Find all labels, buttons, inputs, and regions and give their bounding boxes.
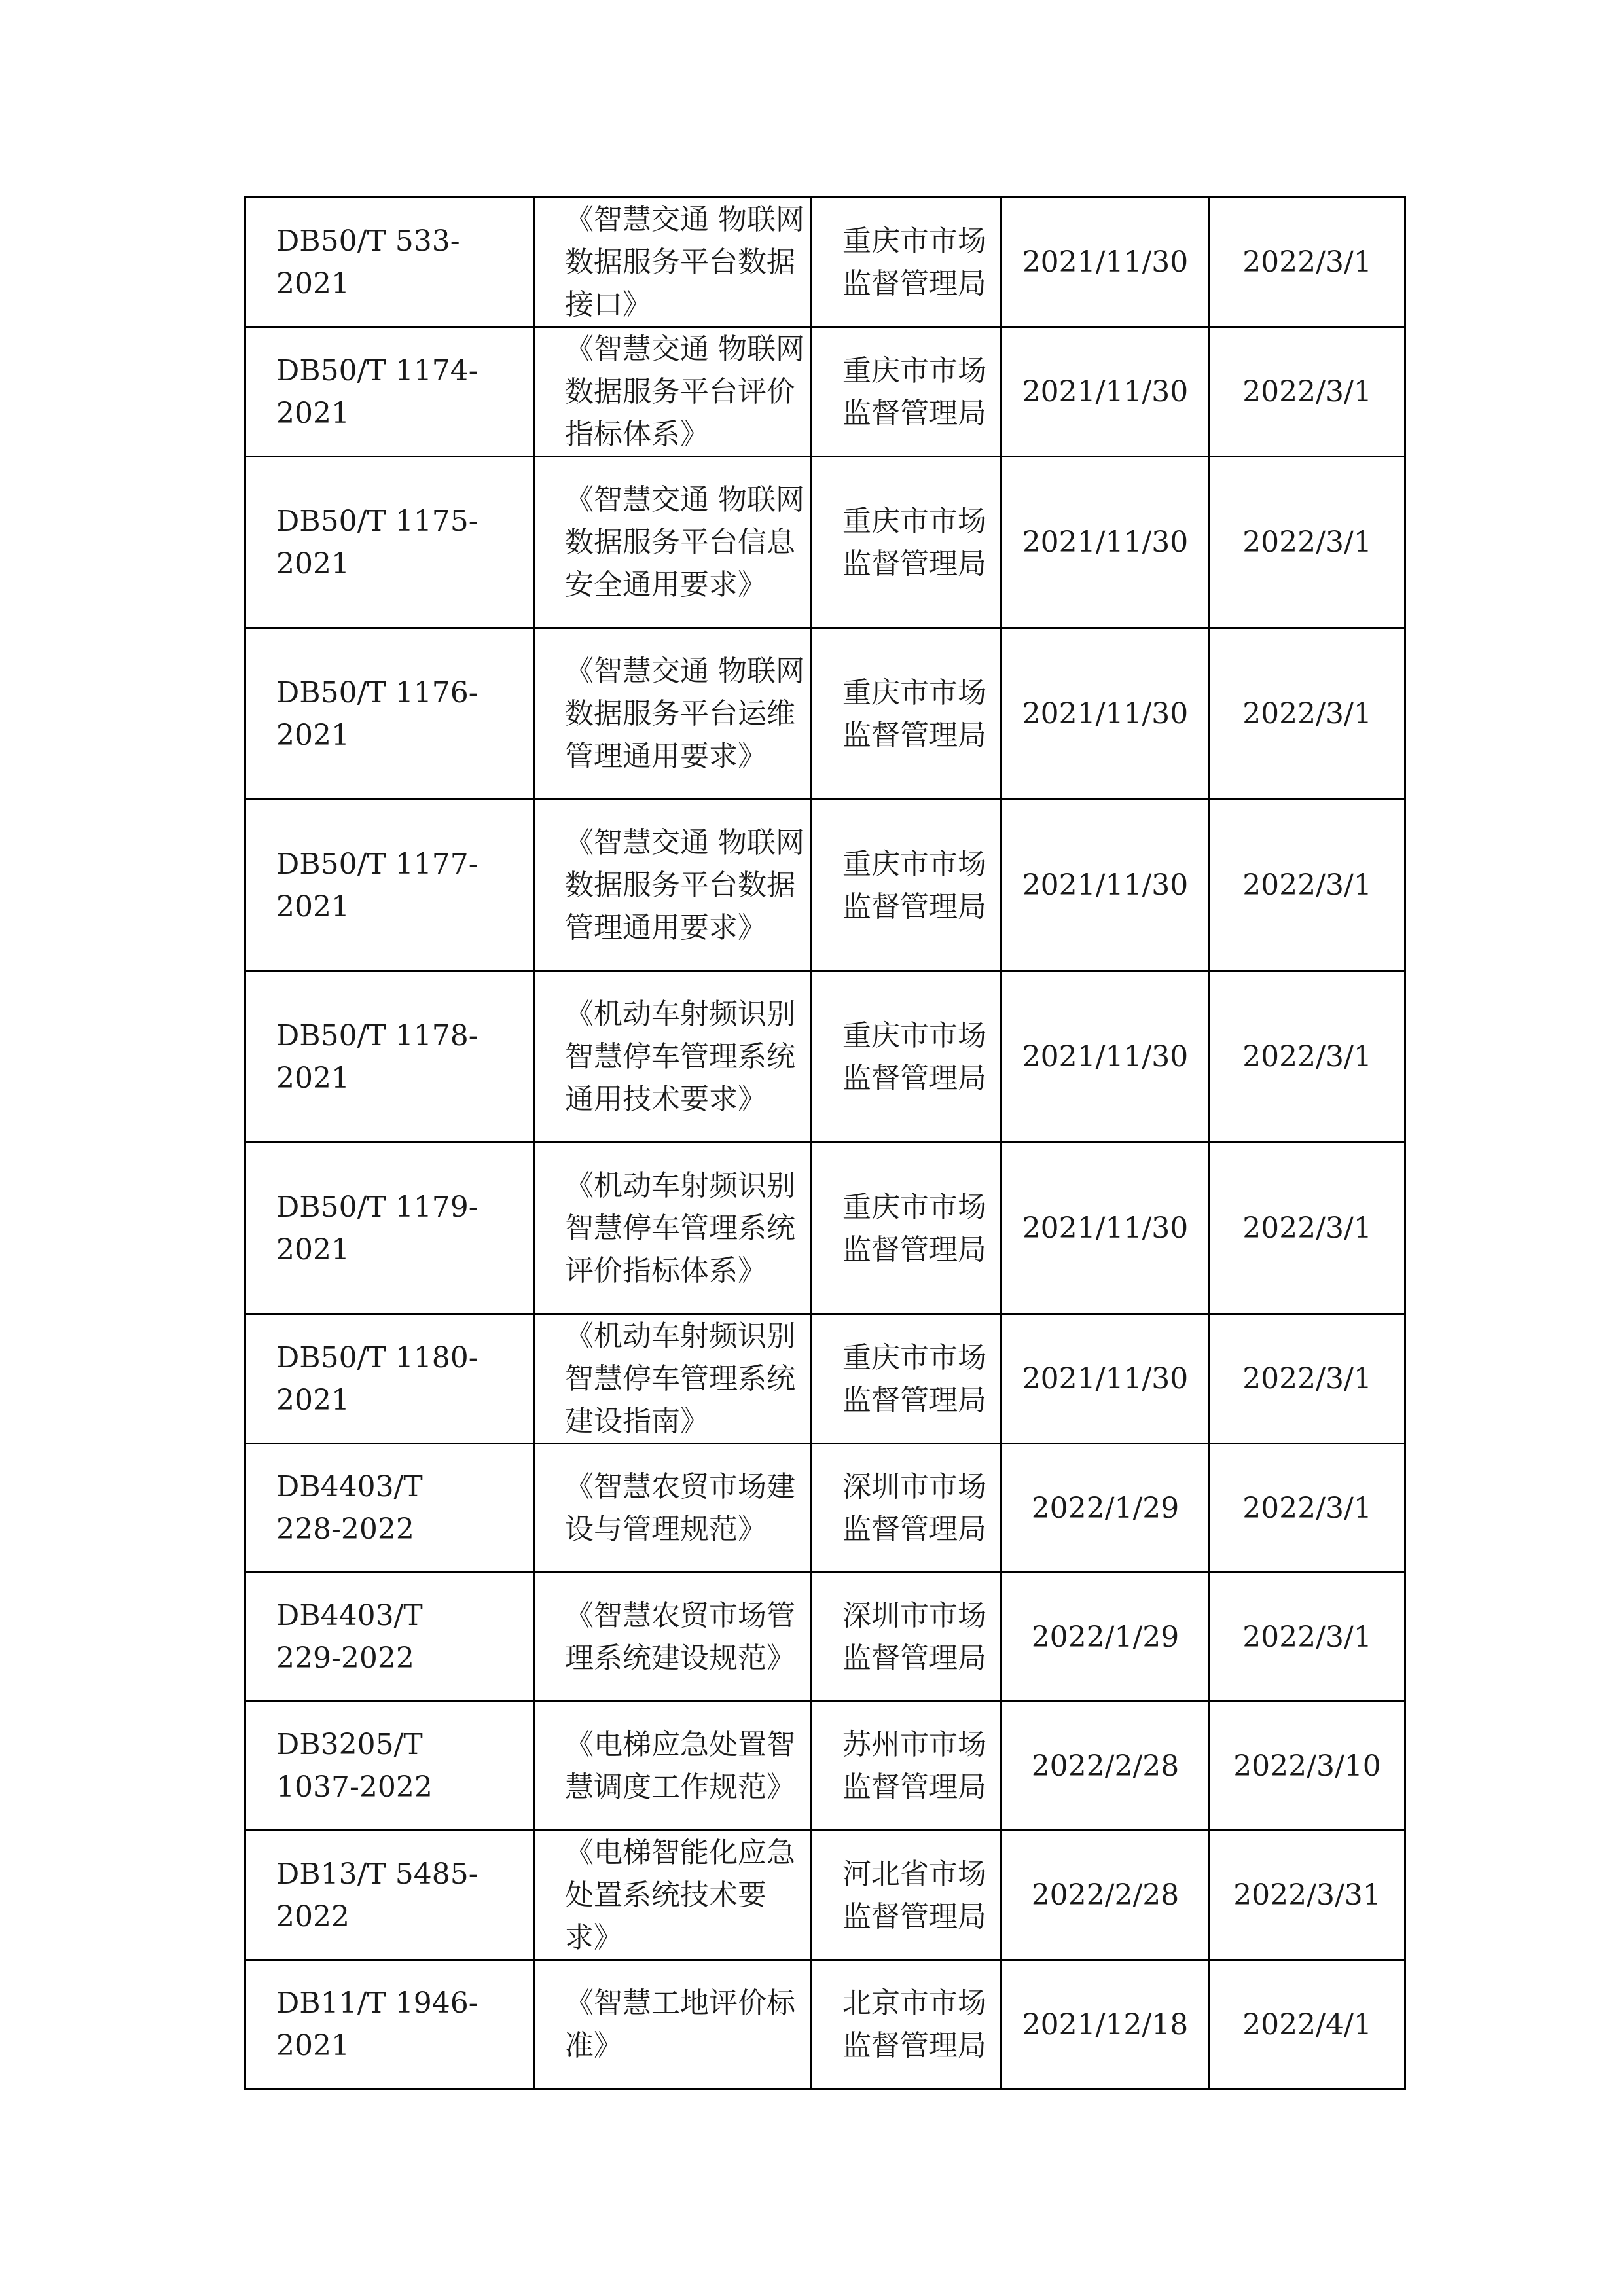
table-row [245, 628, 1405, 800]
release-date-cell [1001, 1702, 1210, 1831]
standard-title: 《智慧交通 物联网数据服务平台评价指标体系》 [565, 332, 804, 451]
effective-date-cell [1210, 1314, 1405, 1444]
release-date: 2021/11/30 [1022, 1211, 1189, 1245]
issuing-authority: 河北省市场监督管理局 [842, 1857, 986, 1933]
standard-code-cell [245, 1573, 534, 1702]
standard-code: DB50/T 1179-2021 [276, 1190, 478, 1266]
effective-date: 2022/3/1 [1242, 869, 1372, 902]
release-date: 2021/11/30 [1022, 1040, 1189, 1073]
standard-title-cell [534, 1314, 812, 1444]
standard-title: 《电梯智能化应急处置系统技术要求》 [565, 1836, 795, 1954]
release-date: 2022/2/28 [1031, 1878, 1180, 1912]
standard-code: DB50/T 1176-2021 [276, 675, 478, 752]
standard-code: DB50/T 1177-2021 [276, 847, 478, 924]
standard-title-cell [534, 1444, 812, 1573]
standard-code-cell [245, 198, 534, 327]
release-date-cell [1001, 1314, 1210, 1444]
table-row [245, 800, 1405, 971]
issuing-authority-cell [812, 457, 1001, 628]
issuing-authority-cell [812, 327, 1001, 457]
effective-date: 2022/4/1 [1242, 2007, 1372, 2041]
standard-title: 《机动车射频识别 智慧停车管理系统 通用技术要求》 [565, 997, 795, 1116]
effective-date-cell [1210, 457, 1405, 628]
issuing-authority: 重庆市市场监督管理局 [842, 504, 986, 581]
issuing-authority-cell [812, 1702, 1001, 1831]
effective-date-cell [1210, 971, 1405, 1143]
issuing-authority: 深圳市市场监督管理局 [842, 1599, 986, 1675]
issuing-authority: 重庆市市场监督管理局 [842, 1018, 986, 1095]
table-row [245, 1143, 1405, 1314]
standard-code-cell [245, 628, 534, 800]
standard-title-cell [534, 628, 812, 800]
standard-code-cell [245, 1143, 534, 1314]
standard-code: DB11/T 1946-2021 [276, 1986, 478, 2062]
release-date: 2022/1/29 [1031, 1491, 1180, 1525]
effective-date: 2022/3/1 [1242, 1211, 1372, 1245]
standard-code: DB50/T 1175-2021 [276, 504, 478, 581]
issuing-authority-cell [812, 971, 1001, 1143]
issuing-authority-cell [812, 1573, 1001, 1702]
standard-title: 《机动车射频识别智慧停车管理系统建设指南》 [565, 1319, 795, 1438]
standard-code-cell [245, 457, 534, 628]
standard-title-cell [534, 1702, 812, 1831]
release-date: 2021/11/30 [1022, 869, 1189, 902]
standard-title-cell [534, 457, 812, 628]
standard-code: DB50/T 533-2021 [276, 224, 460, 300]
effective-date: 2022/3/10 [1233, 1749, 1381, 1783]
release-date: 2021/11/30 [1022, 375, 1189, 408]
standard-code: DB4403/T 228-2022 [276, 1470, 423, 1546]
release-date-cell [1001, 1143, 1210, 1314]
standard-code-cell [245, 1314, 534, 1444]
release-date: 2021/11/30 [1022, 1362, 1189, 1395]
release-date: 2021/11/30 [1022, 526, 1189, 559]
standard-title-cell [534, 1831, 812, 1960]
release-date: 2022/2/28 [1031, 1749, 1180, 1783]
standard-title: 《智慧交通 物联网数据服务平台运维管理通用要求》 [565, 655, 804, 773]
release-date-cell [1001, 1831, 1210, 1960]
standard-code-cell [245, 1702, 534, 1831]
issuing-authority: 重庆市市场监督管理局 [842, 224, 986, 300]
standard-code: DB13/T 5485-2022 [276, 1857, 478, 1933]
issuing-authority-cell [812, 628, 1001, 800]
issuing-authority: 重庆市市场监督管理局 [842, 847, 986, 924]
issuing-authority-cell [812, 800, 1001, 971]
issuing-authority: 北京市市场监督管理局 [842, 1986, 986, 2062]
standard-code-cell [245, 327, 534, 457]
effective-date-cell [1210, 800, 1405, 971]
release-date: 2021/11/30 [1022, 697, 1189, 730]
release-date-cell [1001, 1960, 1210, 2089]
release-date-cell [1001, 1444, 1210, 1573]
table-row [245, 457, 1405, 628]
effective-date-cell [1210, 327, 1405, 457]
standard-title: 《智慧农贸市场管理系统建设规范》 [565, 1599, 795, 1675]
table-row [245, 971, 1405, 1143]
issuing-authority-cell [812, 1960, 1001, 2089]
standard-title-cell [534, 1960, 812, 2089]
table-row [245, 198, 1405, 327]
release-date-cell [1001, 198, 1210, 327]
table-row [245, 1960, 1405, 2089]
issuing-authority: 重庆市市场监督管理局 [842, 675, 986, 752]
table-row [245, 1444, 1405, 1573]
release-date-cell [1001, 971, 1210, 1143]
release-date-cell [1001, 327, 1210, 457]
standard-title: 《电梯应急处置智慧调度工作规范》 [565, 1728, 795, 1804]
effective-date: 2022/3/1 [1242, 375, 1372, 408]
table-row [245, 1573, 1405, 1702]
effective-date: 2022/3/31 [1233, 1878, 1381, 1912]
standard-code-cell [245, 1960, 534, 2089]
standard-title: 《机动车射频识别 智慧停车管理系统 评价指标体系》 [565, 1169, 795, 1287]
effective-date: 2022/3/1 [1242, 245, 1372, 279]
standard-title-cell [534, 1143, 812, 1314]
standard-title: 《智慧交通 物联网数据服务平台数据管理通用要求》 [565, 826, 804, 944]
release-date-cell [1001, 628, 1210, 800]
standards-table-body [245, 198, 1405, 2089]
standard-code-cell [245, 971, 534, 1143]
effective-date-cell [1210, 1143, 1405, 1314]
issuing-authority: 深圳市市场监督管理局 [842, 1470, 986, 1546]
standard-code: DB50/T 1178-2021 [276, 1018, 478, 1095]
effective-date: 2022/3/1 [1242, 1491, 1372, 1525]
effective-date-cell [1210, 198, 1405, 327]
standard-title-cell [534, 1573, 812, 1702]
standard-code-cell [245, 1831, 534, 1960]
effective-date-cell [1210, 1831, 1405, 1960]
effective-date-cell [1210, 1702, 1405, 1831]
effective-date: 2022/3/1 [1242, 1362, 1372, 1395]
standard-code-cell [245, 1444, 534, 1573]
release-date-cell [1001, 457, 1210, 628]
standard-title-cell [534, 327, 812, 457]
issuing-authority-cell [812, 198, 1001, 327]
effective-date: 2022/3/1 [1242, 697, 1372, 730]
standard-code: DB4403/T 229-2022 [276, 1599, 423, 1675]
issuing-authority: 重庆市市场监督管理局 [842, 353, 986, 430]
standard-code: DB3205/T 1037-2022 [276, 1728, 433, 1804]
table-row [245, 327, 1405, 457]
issuing-authority: 重庆市市场监督管理局 [842, 1190, 986, 1266]
issuing-authority-cell [812, 1444, 1001, 1573]
standard-title: 《智慧交通 物联网数据服务平台信息安全通用要求》 [565, 483, 804, 601]
issuing-authority-cell [812, 1831, 1001, 1960]
standard-code: DB50/T 1180-2021 [276, 1340, 478, 1417]
standard-title-cell [534, 198, 812, 327]
issuing-authority-cell [812, 1143, 1001, 1314]
standard-title: 《智慧工地评价标准》 [565, 1986, 795, 2062]
table-row [245, 1702, 1405, 1831]
issuing-authority: 重庆市市场监督管理局 [842, 1340, 986, 1417]
release-date: 2022/1/29 [1031, 1620, 1180, 1654]
table-row [245, 1831, 1405, 1960]
issuing-authority-cell [812, 1314, 1001, 1444]
standard-title: 《智慧交通 物联网数据服务平台数据接口》 [565, 203, 804, 321]
release-date: 2021/11/30 [1022, 245, 1189, 279]
release-date-cell [1001, 1573, 1210, 1702]
table-row [245, 1314, 1405, 1444]
standards-table [244, 196, 1406, 2090]
standard-code-cell [245, 800, 534, 971]
effective-date-cell [1210, 1960, 1405, 2089]
standard-code: DB50/T 1174-2021 [276, 353, 478, 430]
release-date: 2021/12/18 [1022, 2007, 1189, 2041]
effective-date-cell [1210, 1444, 1405, 1573]
effective-date: 2022/3/1 [1242, 1040, 1372, 1073]
effective-date-cell [1210, 1573, 1405, 1702]
effective-date: 2022/3/1 [1242, 526, 1372, 559]
effective-date-cell [1210, 628, 1405, 800]
issuing-authority: 苏州市市场监督管理局 [842, 1728, 986, 1804]
standard-title: 《智慧农贸市场建设与管理规范》 [565, 1470, 795, 1546]
standard-title-cell [534, 800, 812, 971]
release-date-cell [1001, 800, 1210, 971]
standard-title-cell [534, 971, 812, 1143]
effective-date: 2022/3/1 [1242, 1620, 1372, 1654]
